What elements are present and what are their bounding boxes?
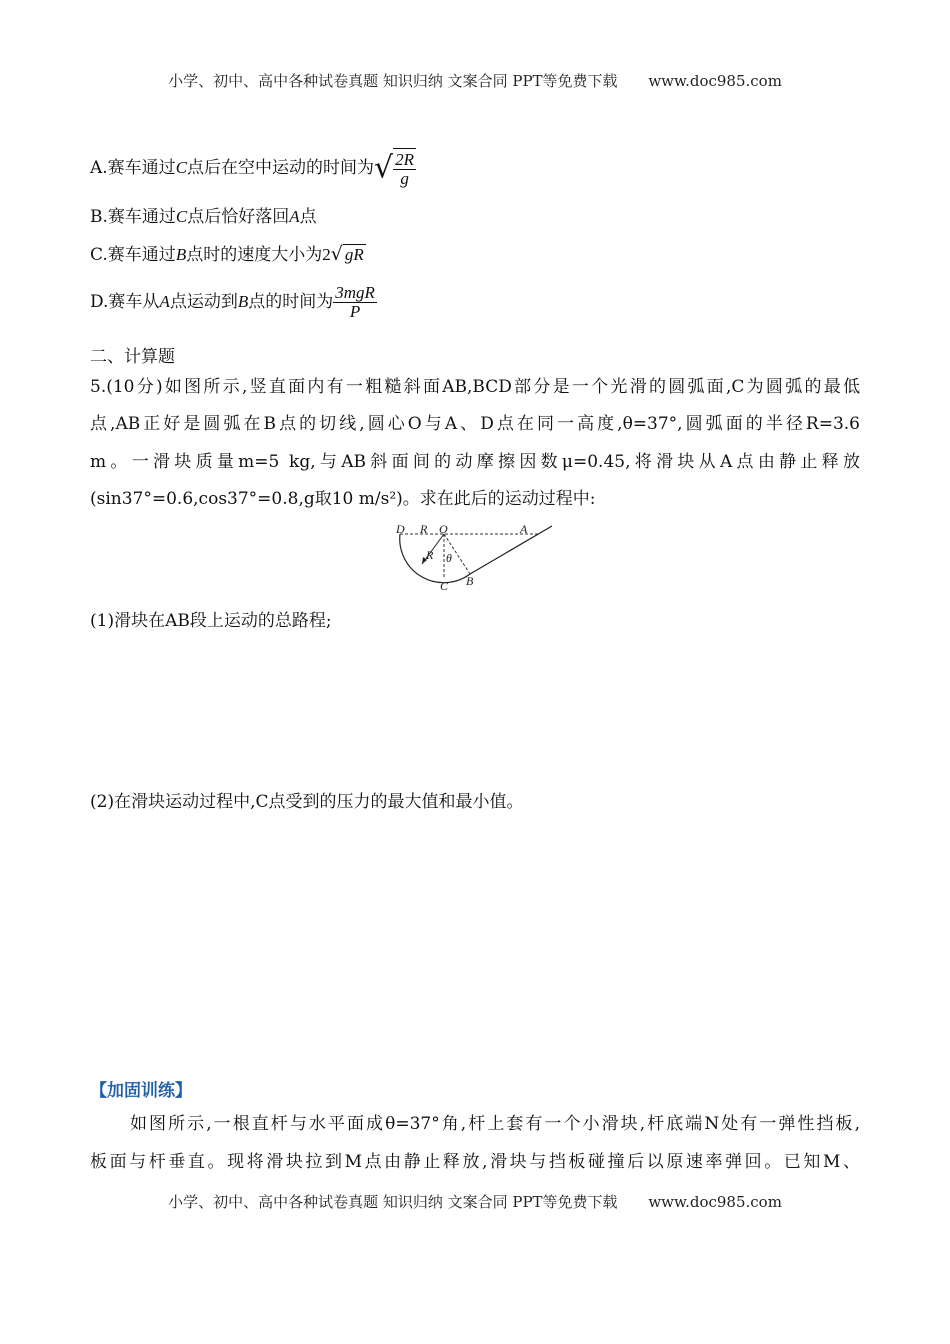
label-r-top: R bbox=[420, 524, 428, 536]
option-d-mid: 点运动到 bbox=[169, 292, 238, 312]
section-title: 二、计算题 bbox=[90, 347, 175, 367]
option-c-radicand: gR bbox=[344, 245, 364, 264]
reinforce-line1: 如图所示,一根直杆与水平面成θ=37°角,杆上套有一个小滑块,杆底端N处有一弹性挡板, bbox=[130, 1114, 860, 1134]
option-a-numerator: 2R bbox=[395, 150, 415, 169]
circular-arc bbox=[400, 534, 470, 583]
footer-url[interactable]: www.doc985.com bbox=[648, 1193, 782, 1211]
option-d-point2: B bbox=[237, 292, 249, 311]
label-theta: θ bbox=[446, 551, 452, 565]
option-d-prefix: D.赛车从 bbox=[90, 292, 160, 312]
label-r: R bbox=[426, 548, 434, 562]
option-d-point: A bbox=[159, 292, 170, 311]
option-c-suffix: 点时的速度大小为 bbox=[186, 245, 323, 265]
option-c-sqrt-sign: √ bbox=[330, 243, 343, 265]
label-d: D bbox=[396, 524, 405, 536]
label-c: C bbox=[440, 579, 449, 593]
option-b-suffix: 点 bbox=[299, 207, 317, 227]
option-a-suffix: 点后在空中运动的时间为 bbox=[187, 158, 375, 178]
option-a-denominator: g bbox=[400, 169, 409, 188]
option-c-prefix: C.赛车通过 bbox=[90, 245, 176, 265]
option-b-point: C bbox=[175, 207, 188, 226]
option-b-prefix: B.赛车通过 bbox=[90, 207, 176, 227]
reinforce-title: 【加固训练】 bbox=[90, 1081, 192, 1101]
option-a-fraction bbox=[393, 151, 416, 188]
incline-line bbox=[470, 526, 552, 574]
header-url[interactable]: www.doc985.com bbox=[648, 72, 782, 90]
option-a-prefix: A.赛车通过 bbox=[90, 158, 176, 178]
option-a-point: C bbox=[175, 158, 188, 177]
option-d-fraction bbox=[333, 284, 377, 321]
page-footer bbox=[0, 1191, 950, 1212]
problem5-line3: m。一滑块质量m=5 kg,与AB斜面间的动摩擦因数μ=0.45,将滑块从A点由静止释放 bbox=[90, 452, 860, 472]
option-c-point: B bbox=[175, 245, 187, 264]
option-d-suffix: 点的时间为 bbox=[248, 292, 334, 312]
option-d-denominator: P bbox=[349, 302, 361, 321]
option-c bbox=[90, 242, 860, 267]
option-b-mid: 点后恰好落回 bbox=[187, 207, 290, 227]
label-b: B bbox=[466, 574, 474, 588]
footer-text: 小学、初中、高中各种试卷真题 知识归纳 文案合同 PPT等免费下载 bbox=[168, 1193, 618, 1211]
option-b-point2: A bbox=[289, 207, 300, 226]
label-o: O bbox=[439, 524, 448, 536]
problem5-line4: (sin37°=0.6,cos37°=0.8,g取10 m/s²)。求在此后的运动过程中: bbox=[90, 489, 596, 509]
option-c-coefficient: 2 bbox=[322, 245, 331, 264]
reinforce-line2: 板面与杆垂直。现将滑块拉到M点由静止释放,滑块与挡板碰撞后以原速率弹回。已知M、 bbox=[90, 1152, 860, 1172]
problem5-question2: (2)在滑块运动过程中,C点受到的压力的最大值和最小值。 bbox=[90, 792, 524, 812]
option-a bbox=[90, 148, 860, 189]
problem5-line1: 5.(10分)如图所示,竖直面内有一粗糙斜面AB,BCD部分是一个光滑的圆弧面,C为圆弧的最低 bbox=[90, 377, 860, 397]
option-d-numerator: 3mgR bbox=[335, 283, 375, 302]
header-text: 小学、初中、高中各种试卷真题 知识归纳 文案合同 PPT等免费下载 bbox=[168, 72, 618, 90]
option-a-sqrt: √ $\frac{2R}{g}$ bbox=[374, 150, 415, 188]
option-b bbox=[90, 205, 860, 229]
problem5-line2: 点,AB正好是圆弧在B点的切线,圆心O与A、D点在同一高度,θ=37°,圆弧面的半径R=3.6 bbox=[90, 414, 860, 434]
page-header bbox=[0, 70, 950, 91]
incline-arc-diagram bbox=[392, 524, 562, 596]
problem5-question1: (1)滑块在AB段上运动的总路程; bbox=[90, 611, 332, 631]
option-d bbox=[90, 282, 860, 322]
label-a: A bbox=[520, 524, 528, 536]
